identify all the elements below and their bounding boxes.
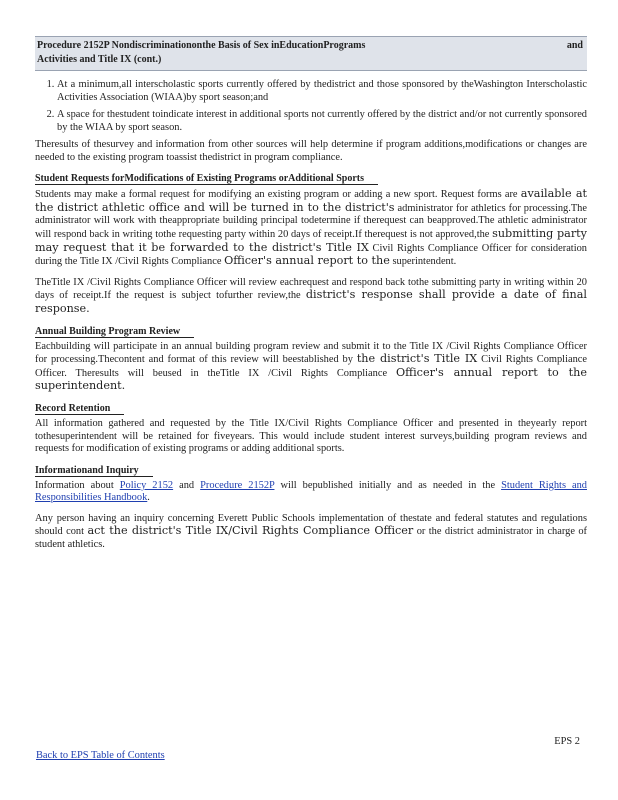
header-title: Procedure 2152P Nondiscriminationonthe Basis of Sex inEducationPrograms — [37, 40, 366, 51]
text-run: . — [147, 492, 150, 504]
page-number: EPS 2 — [554, 736, 580, 747]
policy-2152-link[interactable]: Policy 2152 — [119, 479, 174, 491]
back-to-contents-link[interactable]: Back to EPS Table of Contents — [36, 750, 165, 761]
text-run: Eachbuilding will participate in an annual building program review and submit it to the Title IX /Civil Rights Compliance Officer for processing.Thecontent and format of this review will beestablished by — [35, 340, 587, 366]
section-title-modifications: Student Requests forModifications of Existing Programs orAdditional Sports — [35, 173, 378, 185]
text-run: submitting party may request that it be forwarded to the district's Title IX — [35, 226, 587, 254]
text-run: or the district administrator in charge of student athletics. — [35, 526, 588, 551]
text-run: act the district's Title IX/Civil Rights Compliance Officer — [87, 524, 414, 538]
list-item: 1. At a minimum,all interscholastic sports currently offered by thedistrict and those sponsored by theWashington Interscholastic Activities Association (WIAA)by sport season;and — [57, 79, 587, 104]
survey-items-list — [35, 79, 587, 134]
text-run: superintendent. — [392, 256, 457, 268]
document-page — [35, 36, 587, 552]
section-title-annual-review: Annual Building Program Review — [35, 326, 194, 338]
survey-results-paragraph: Theresults of thesurvey and information from other sources will help determine if program additions,modifications or changes are needed to the existing program toassist thedistrict in program compliance. — [35, 139, 587, 163]
list-item: 2. A space for thestudent toindicate interest in additional sports not currently offered by the district and/or not currently sponsored by the WIAA by sport season. — [57, 109, 587, 134]
record-retention-paragraph: All information gathered and requested by the Title IX/Civil Rights Compliance Officer and presented in theyearly report tothesuperintendent will be retained for fiveyears. This would include student interest surveys,building program reviews and requests for modification of existing programs or adding additional sports. — [35, 417, 587, 455]
section-title-record-retention: Record Retention — [35, 403, 124, 415]
text-run: available at the district athletic office and will be turned in to the district's — [35, 187, 587, 214]
header-title-continued: and — [566, 40, 583, 51]
text-run: Civil Rights Compliance Officer. Theresults will beused in theTitle IX /Civil Rights Compliance — [35, 354, 587, 379]
text-run: Students may make a formal request for modifying an existing program or adding a new sport. Request forms are — [35, 189, 518, 201]
text-run: district's response shall provide a date of final response. — [35, 288, 587, 315]
section-title-inquiry: Informationand Inquiry — [35, 465, 153, 477]
procedure-2152p-link[interactable]: Procedure 2152P — [200, 479, 275, 491]
text-run: TheTitle IX /Civil Rights Compliance Officer will review eachrequest and respond back tothe submitting party in writing within 20 days of receipt.If the request is subject tofurther review,the — [35, 276, 587, 302]
text-run: the district's Title IX — [356, 352, 478, 366]
text-run: Officer's annual report to the superintendent. — [35, 365, 587, 393]
text-run: Any person having an inquiry concerning Everett Public Schools implementation of thestate and federal statutes and regulations should cont — [35, 512, 587, 538]
text-run: and — [179, 479, 195, 491]
text-run: Information about — [35, 479, 114, 491]
header-subtitle: Activities and Title IX (cont.) — [37, 54, 162, 65]
annual-review-paragraph — [35, 341, 587, 394]
text-run: will bepublished initially and as needed in the — [280, 479, 496, 491]
procedure-header — [35, 36, 587, 71]
inquiry-paragraph — [35, 513, 587, 552]
publication-paragraph — [35, 480, 587, 505]
review-request-paragraph — [35, 277, 587, 317]
text-run: Civil Rights Compliance Officer for consideration during the Title IX /Civil Rights Compliance — [35, 242, 587, 268]
modifications-paragraph — [35, 188, 587, 269]
text-run: Officer's annual report to the — [224, 254, 390, 268]
text-run: administrator for athletics for processing.The administrator will work with theappropriate building principal todetermine if therequest can beapproved.The athletic administrator will respond back in writing tothe requesting party within 20 days of receipt.If therequest is not approved,the — [35, 202, 587, 240]
student-handbook-link[interactable]: Student Rights and Responsibilities Handbook — [35, 479, 587, 504]
